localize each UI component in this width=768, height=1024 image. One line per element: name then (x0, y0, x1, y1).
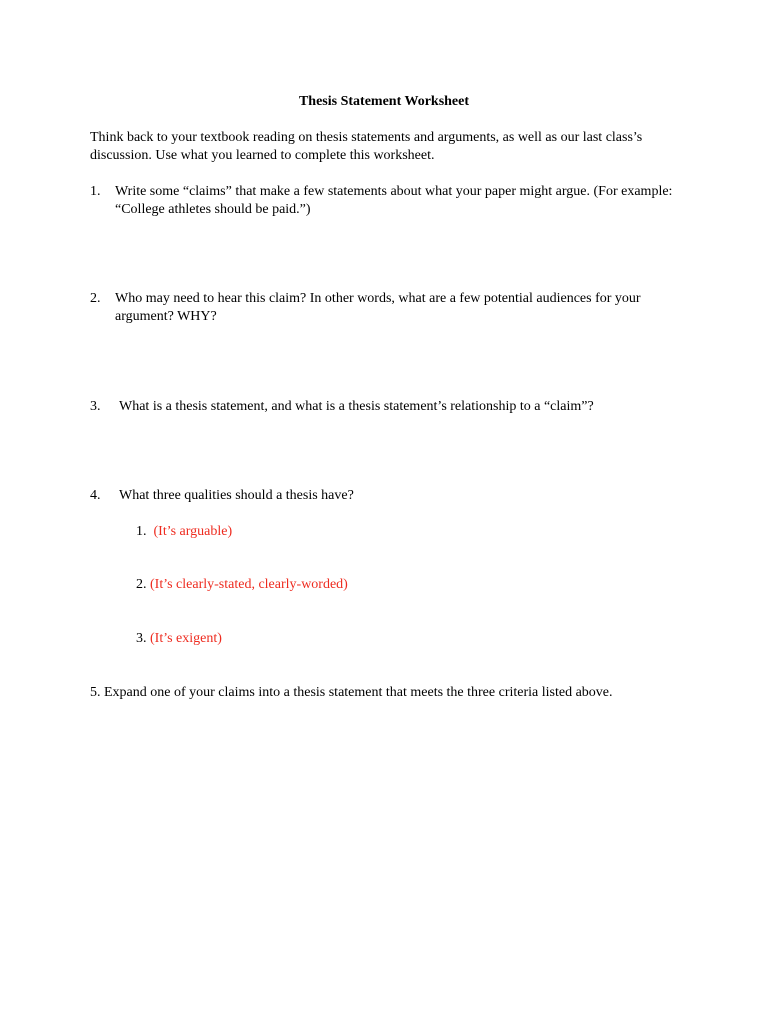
question-2-text: Who may need to hear this claim? In other words, what are a few potential audiences for your argument? WHY? (115, 291, 641, 324)
quality-item-1 (136, 523, 232, 541)
quality-item-3 (136, 630, 222, 648)
quality-1-number: 1. (136, 524, 147, 539)
question-2-number: 2. (90, 291, 101, 306)
quality-3-number: 3. (136, 631, 147, 646)
question-1-number: 1. (90, 184, 101, 199)
quality-1-answer: (It’s arguable) (153, 524, 233, 539)
question-5: 5. Expand one of your claims into a thesis statement that meets the three criteria listed above. (90, 685, 613, 700)
question-3 (90, 398, 680, 416)
quality-2-answer: (It’s clearly-stated, clearly-worded) (150, 577, 348, 592)
question-3-text: What is a thesis statement, and what is a thesis statement’s relationship to a “claim”? (119, 399, 594, 414)
quality-item-2 (136, 576, 348, 594)
page-title: Thesis Statement Worksheet (298, 94, 470, 109)
quality-3-answer: (It’s exigent) (150, 631, 222, 646)
question-4 (90, 487, 680, 505)
intro-paragraph: Think back to your textbook reading on thesis statements and arguments, as well as our last class’s discussion. Use what you learned to complete this worksheet. (90, 130, 643, 163)
question-1 (90, 183, 680, 219)
question-1-text: Write some “claims” that make a few statements about what your paper might argue. (For example: “College athletes should be paid.”) (115, 184, 673, 217)
quality-2-number: 2. (136, 577, 147, 592)
question-3-number: 3. (90, 399, 101, 414)
question-4-text: What three qualities should a thesis have? (119, 488, 354, 503)
question-2 (90, 290, 680, 326)
question-4-number: 4. (90, 488, 101, 503)
